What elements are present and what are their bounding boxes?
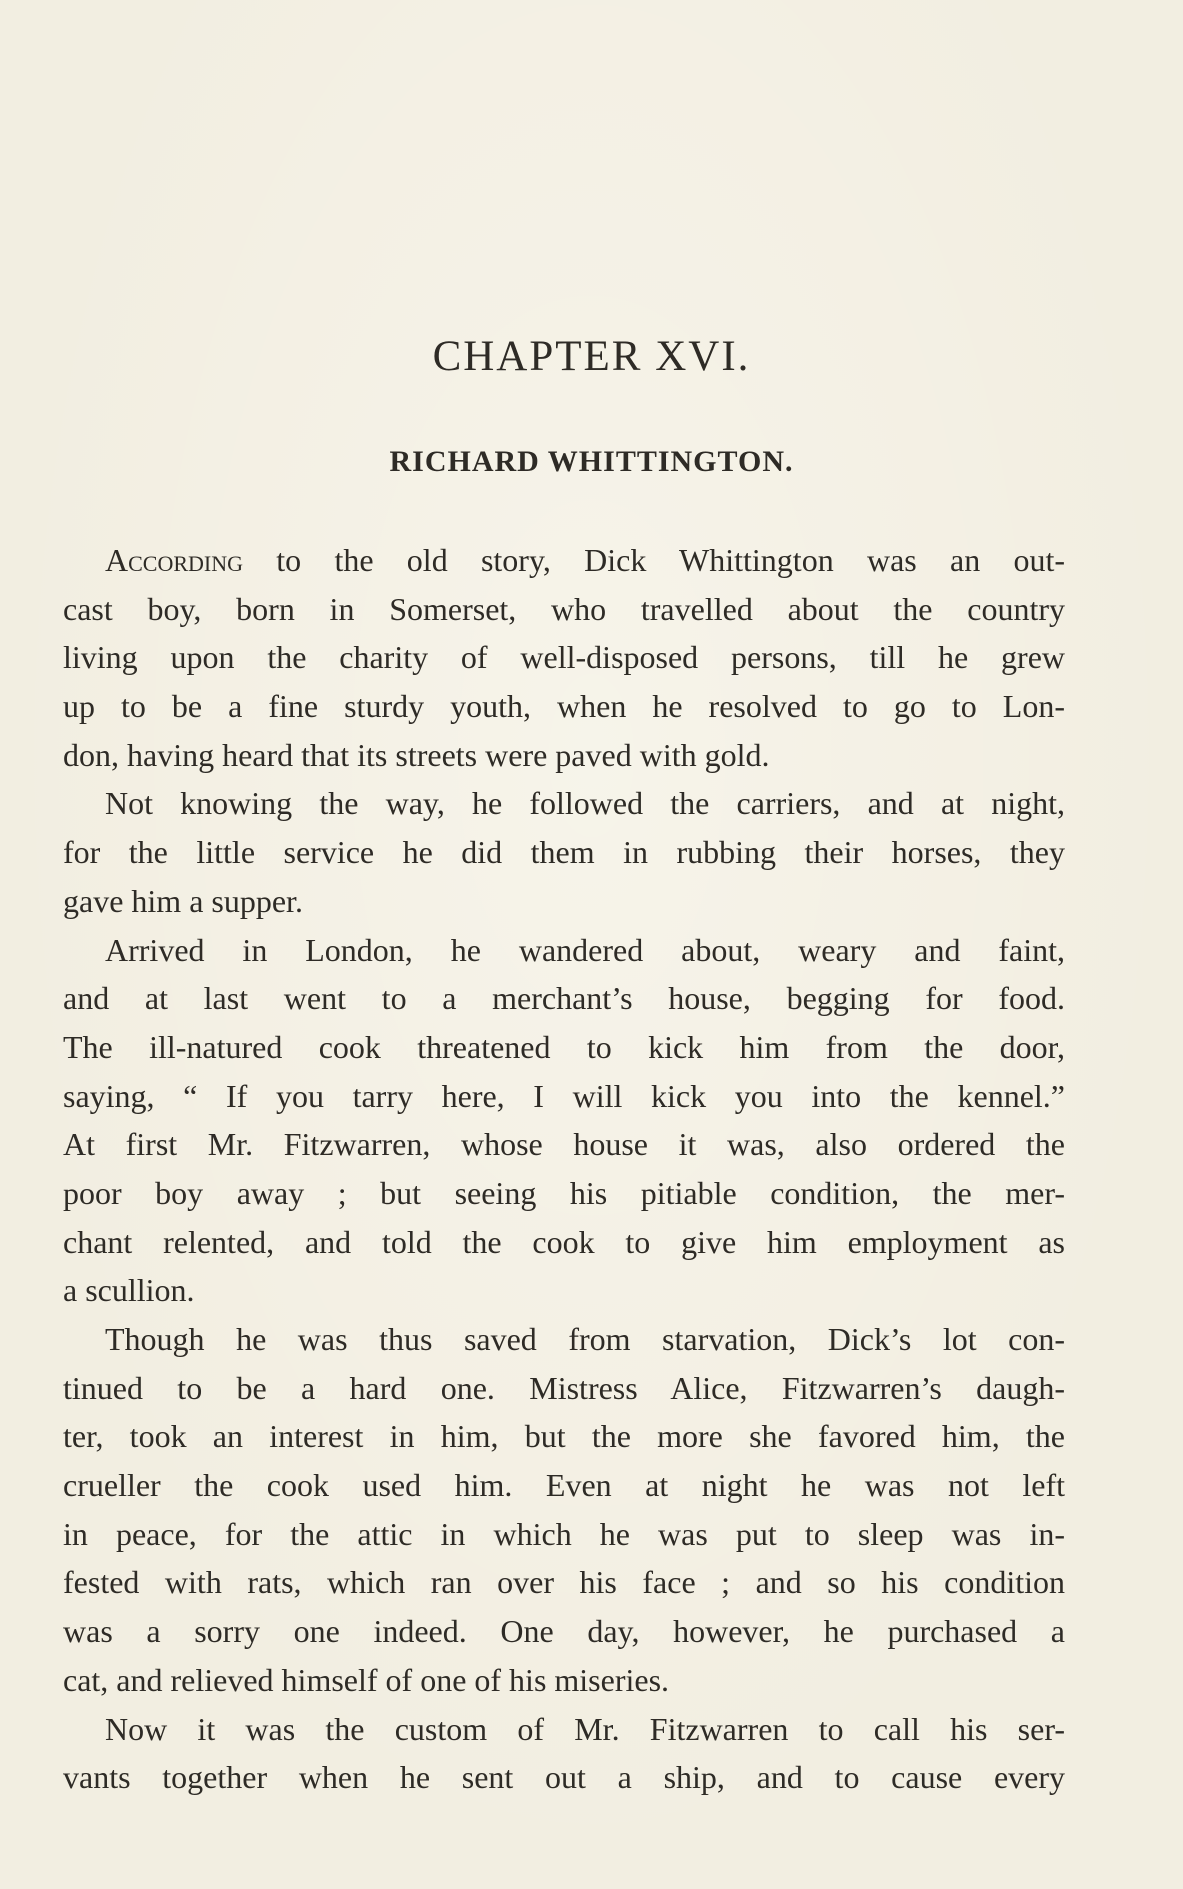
- text-line: a scullion.: [63, 1272, 195, 1309]
- text-line: cast boy, born in Somerset, who travelled about the country: [63, 590, 1065, 627]
- text-line: for the little service he did them in rubbing their horses, they: [63, 834, 1065, 871]
- text-line: ter, took an interest in him, but the more she favored him, the: [63, 1418, 1065, 1455]
- text-line: Now it was the custom of Mr. Fitzwarren to call his ser-: [105, 1710, 1065, 1747]
- body-text: [63, 536, 1065, 1802]
- text-line: crueller the cook used him. Even at night he was not left: [63, 1467, 1065, 1504]
- text-line: in peace, for the attic in which he was put to sleep was in-: [63, 1515, 1065, 1552]
- text-line: up to be a fine sturdy youth, when he resolved to go to Lon-: [63, 688, 1065, 725]
- text-line-content: to the old story, Dick Whittington was an out-: [243, 542, 1065, 578]
- lead-word: According: [105, 542, 244, 578]
- text-line: and at last went to a merchant’s house, begging for food.: [63, 980, 1065, 1017]
- text-line: chant relented, and told the cook to give him employment as: [63, 1223, 1065, 1260]
- text-line: tinued to be a hard one. Mistress Alice, Fitzwarren’s daugh-: [63, 1369, 1065, 1406]
- text-line: living upon the charity of well-disposed persons, till he grew: [63, 639, 1065, 676]
- text-line: saying, “ If you tarry here, I will kick you into the kennel.”: [63, 1077, 1065, 1114]
- text-line: don, having heard that its streets were paved with gold.: [63, 736, 770, 773]
- text-line: At first Mr. Fitzwarren, whose house it was, also ordered the: [63, 1126, 1065, 1163]
- chapter-title: CHAPTER XVI.: [432, 333, 751, 380]
- text-line: [63, 536, 1065, 585]
- text-line: Though he was thus saved from starvation, Dick’s lot con-: [105, 1321, 1065, 1357]
- text-line: The ill-natured cook threatened to kick him from the door,: [63, 1028, 1065, 1065]
- text-line: Not knowing the way, he followed the carriers, and at night,: [105, 785, 1065, 822]
- text-line: fested with rats, which ran over his face ; and so his condition: [63, 1564, 1065, 1601]
- text-line: was a sorry one indeed. One day, however, he purchased a: [63, 1613, 1065, 1650]
- text-line: poor boy away ; but seeing his pitiable condition, the mer-: [63, 1174, 1065, 1211]
- text-line: Arrived in London, he wandered about, weary and faint,: [105, 931, 1065, 968]
- chapter-subtitle: RICHARD WHITTINGTON.: [389, 445, 794, 478]
- text-line: vants together when he sent out a ship, and to cause every: [63, 1759, 1065, 1796]
- text-line: gave him a supper.: [63, 882, 303, 919]
- text-line: cat, and relieved himself of one of his miseries.: [63, 1661, 670, 1698]
